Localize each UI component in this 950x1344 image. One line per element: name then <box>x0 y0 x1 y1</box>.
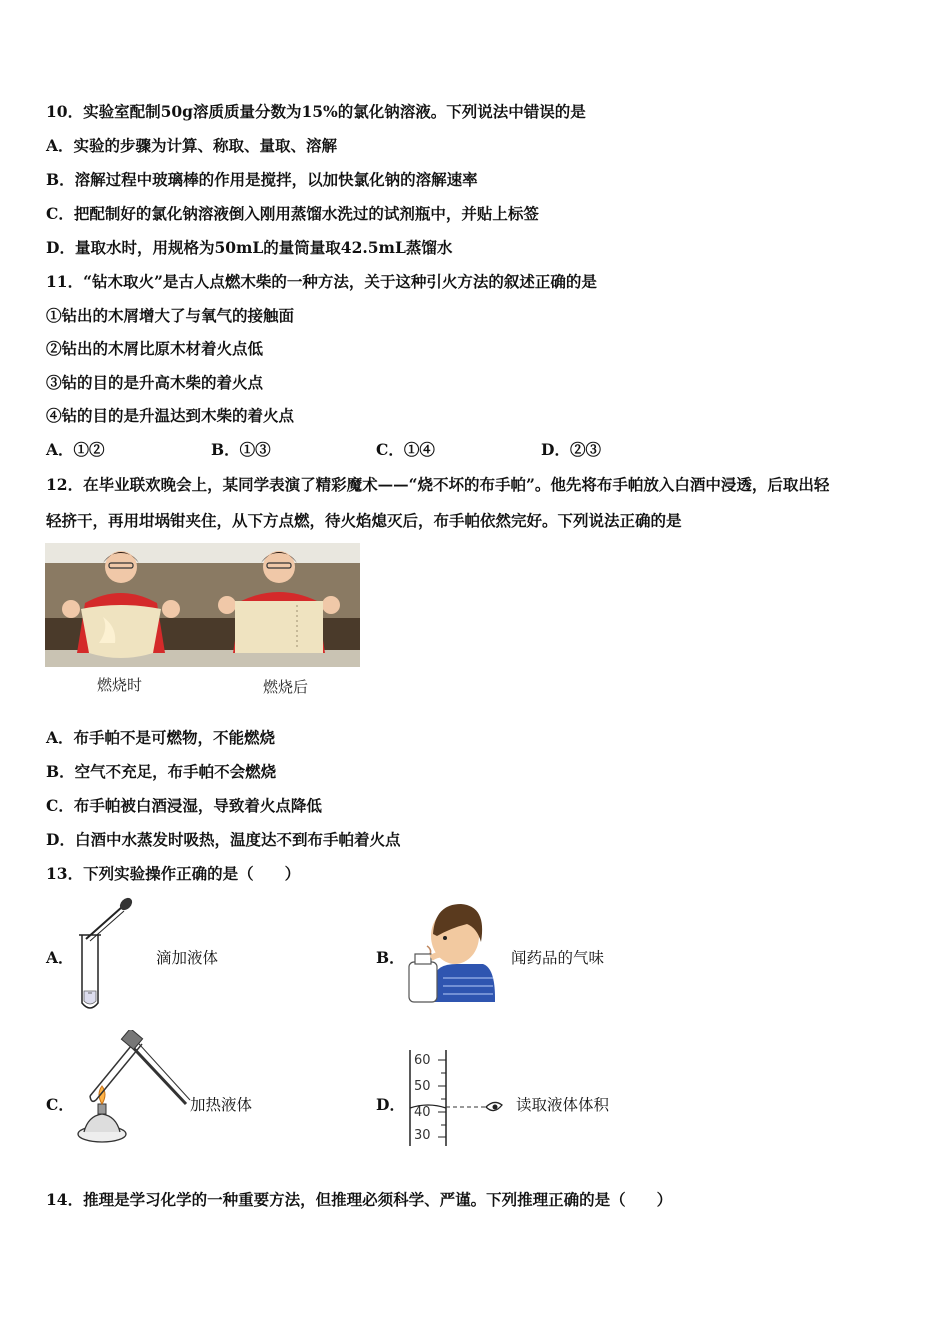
q13-option-b-letter: B． <box>376 948 405 967</box>
dropper-test-tube-figure <box>74 895 134 1015</box>
q10-option-d: D．量取水时，用规格为50mL的量筒量取42.5mL蒸馏水 <box>46 238 453 257</box>
cylinder-tick-50: 50 <box>414 1079 431 1094</box>
q11-stem: 11．“钻木取火”是古人点燃木柴的一种方法，关于这种引火方法的叙述正确的是 <box>46 272 597 291</box>
caption-burning: 燃烧时 <box>97 676 143 694</box>
q11-statement-3: ③钻的目的是升高木柴的着火点 <box>46 373 264 392</box>
caption-after-burning: 燃烧后 <box>263 678 309 696</box>
q13-option-c-letter: C． <box>46 1095 74 1114</box>
q13-stem: 13．下列实验操作正确的是（ ） <box>46 864 301 883</box>
q11-option-b: B．①③ <box>211 440 271 459</box>
q13-option-d-letter: D． <box>376 1095 405 1114</box>
q11-statement-1: ①钻出的木屑增大了与氧气的接触面 <box>46 306 295 325</box>
q10-option-a: A．实验的步骤为计算、称取、量取、溶解 <box>46 136 338 155</box>
q13-option-a-text: 滴加液体 <box>156 949 219 967</box>
heating-liquid-figure <box>74 1030 192 1146</box>
q11-option-d: D．②③ <box>541 440 601 459</box>
cylinder-tick-40: 40 <box>414 1105 431 1120</box>
sight-line-eye-figure <box>446 1096 506 1118</box>
cylinder-tick-60: 60 <box>414 1053 431 1068</box>
q10-option-b: B．溶解过程中玻璃棒的作用是搅拌，以加快氯化钠的溶解速率 <box>46 170 478 189</box>
q12-option-a: A．布手帕不是可燃物，不能燃烧 <box>46 728 276 747</box>
q13-option-b-text: 闻药品的气味 <box>511 949 605 967</box>
q13-option-d-text: 读取液体体积 <box>516 1096 610 1114</box>
q14-stem: 14．推理是学习化学的一种重要方法，但推理必须科学、严谨。下列推理正确的是（ ） <box>46 1190 673 1209</box>
q10-option-c: C．把配制好的氯化钠溶液倒入刚用蒸馏水洗过的试剂瓶中，并贴上标签 <box>46 204 539 223</box>
q11-statement-4: ④钻的目的是升温达到木柴的着火点 <box>46 406 295 425</box>
q13-option-c-text: 加热液体 <box>190 1096 253 1114</box>
q11-option-a: A．①② <box>46 440 105 459</box>
cylinder-tick-30: 30 <box>414 1128 431 1143</box>
smelling-person-figure <box>405 898 497 1006</box>
photo-after-burning <box>197 543 360 667</box>
q12-option-d: D．白酒中水蒸发时吸热，温度达不到布手帕着火点 <box>46 830 401 849</box>
q12-option-b: B．空气不充足，布手帕不会燃烧 <box>46 762 277 781</box>
q11-statement-2: ②钻出的木屑比原木材着火点低 <box>46 339 264 358</box>
photo-burning <box>45 543 197 667</box>
q13-option-a-letter: A． <box>46 948 74 967</box>
q11-option-c: C．①④ <box>376 440 435 459</box>
q12-option-c: C．布手帕被白酒浸湿，导致着火点降低 <box>46 796 322 815</box>
q10-stem: 10．实验室配制50g溶质质量分数为15%的氯化钠溶液。下列说法中错误的是 <box>46 102 586 121</box>
q12-stem-line-1: 12．在毕业联欢晚会上，某同学表演了精彩魔术——“烧不坏的布手帕”。他先将布手帕放入白酒中浸透，后取出轻 <box>46 475 830 494</box>
q12-stem-line-2: 轻挤干，再用坩埚钳夹住，从下方点燃，待火焰熄灭后，布手帕依然完好。下列说法正确的是 <box>46 511 682 530</box>
